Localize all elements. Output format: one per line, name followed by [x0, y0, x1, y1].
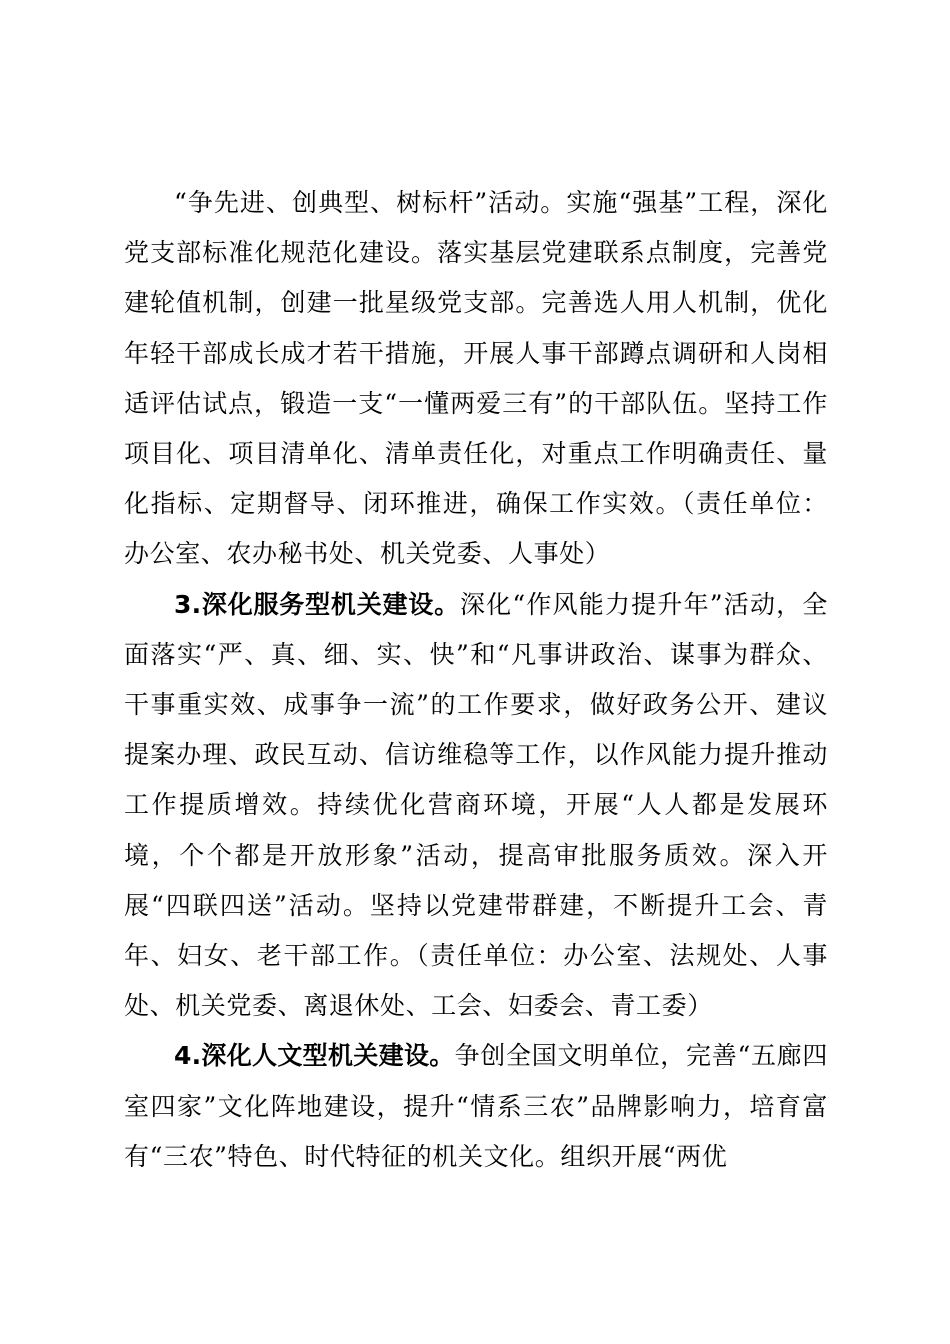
paragraph-1-text: “争先进、创典型、树标杆”活动。实施“强基”工程，深化党支部标准化规范化建设。落实基层党建联系点制度，完善党建轮值机制，创建一批星级党支部。完善选人用人机制，优化年轻干部成长成才若干措施，开展人事干部蹲点调研和人岗相适评估试点，锻造一支“一懂两爱三有”的干部队伍。坚持工作项目化、项目清单化、清单责任化，对重点工作明确责任、量化指标、定期督导、闭环推进，确保工作实效。（责任单位：办公室、农办秘书处、机关党委、人事处） [124, 188, 828, 569]
paragraph-2 [124, 580, 828, 1032]
paragraph-1 [124, 178, 828, 580]
paragraph-2-heading: 3.深化服务型机关建设。 [174, 589, 460, 619]
document-body [124, 178, 828, 1182]
paragraph-3-text: 争创全国文明单位，完善“五廊四室四家”文化阵地建设，提升“情系三农”品牌影响力，培育富有“三农”特色、时代特征的机关文化。组织开展“两优 [124, 1041, 828, 1171]
paragraph-3 [124, 1031, 828, 1182]
paragraph-3-heading: 4.深化人文型机关建设。 [174, 1041, 455, 1071]
paragraph-2-text: 深化“作风能力提升年”活动，全面落实“严、真、细、实、快”和“凡事讲政治、谋事为群众、干事重实效、成事争一流”的工作要求，做好政务公开、建议提案办理、政民互动、信访维稳等工作，以作风能力提升推动工作提质增效。持续优化营商环境，开展“人人都是发展环境，个个都是开放形象”活动，提高审批服务质效。深入开展“四联四送”活动。坚持以党建带群建，不断提升工会、青年、妇女、老干部工作。（责任单位：办公室、法规处、人事处、机关党委、离退休处、工会、妇委会、青工委） [124, 589, 828, 1021]
